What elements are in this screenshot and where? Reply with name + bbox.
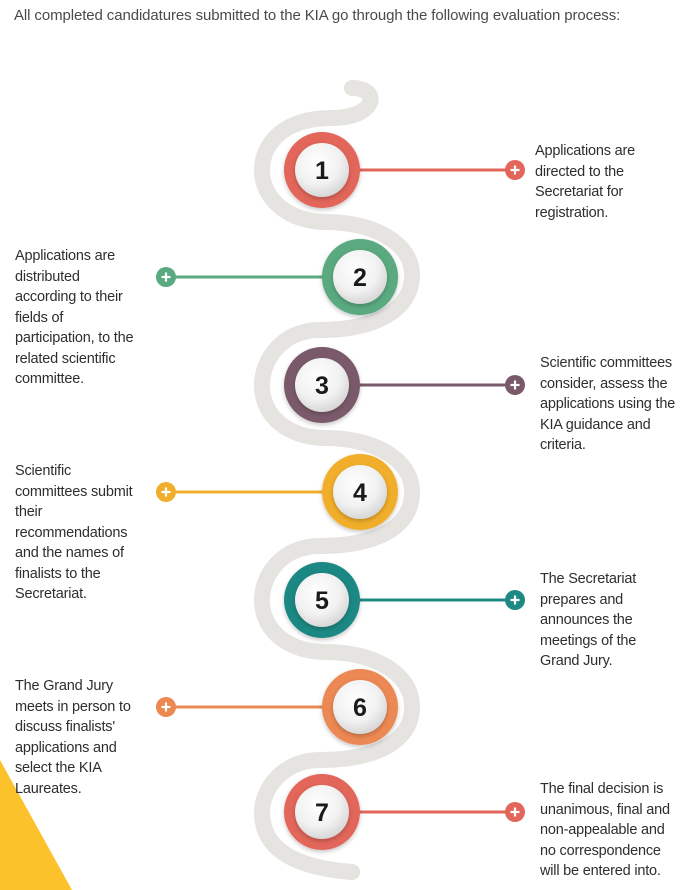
description-line: meets in person to [15, 698, 131, 715]
description-line: fields of [15, 309, 64, 326]
step-1-description [535, 141, 635, 223]
description-line: prepares and [540, 591, 624, 608]
description-line: according to their [15, 289, 123, 305]
description-line: select the KIA [15, 760, 102, 776]
description-line: KIA guidance and [540, 416, 651, 433]
plus-icon [505, 590, 525, 610]
step-number: 2 [353, 264, 367, 292]
description-line: Applications are [535, 143, 635, 159]
step-5 [284, 562, 525, 638]
description-line: registration. [535, 204, 609, 221]
step-2-description [15, 246, 133, 390]
description-line: announces the [540, 612, 633, 628]
description-line: recommendations [15, 524, 128, 541]
description-line: Secretariat. [15, 586, 87, 602]
step-number: 7 [315, 799, 329, 827]
step-6-description [15, 676, 131, 799]
description-line: applications and [15, 739, 117, 756]
description-line: finalists to the [15, 565, 101, 582]
step-1 [284, 132, 525, 208]
description-line: discuss finalists' [15, 719, 115, 735]
description-line: and the names of [15, 545, 124, 561]
step-7 [284, 774, 525, 850]
description-line: committees submit [15, 483, 133, 500]
description-line: their [15, 504, 43, 520]
description-line: applications using the [540, 396, 676, 412]
step-3 [284, 347, 525, 423]
description-line: non-appealable and [540, 822, 665, 838]
description-line: Scientific committees [540, 355, 672, 371]
description-line: consider, assess the [540, 375, 668, 392]
step-6 [156, 669, 398, 745]
description-line: criteria. [540, 437, 586, 453]
step-2 [156, 239, 398, 315]
step-4-description [15, 461, 132, 605]
description-line: Secretariat for [535, 184, 624, 200]
intro-text: All completed candidatures submitted to the KIA go through the following evaluation process: [14, 7, 621, 24]
description-line: The Secretariat [540, 571, 637, 587]
plus-icon [505, 802, 525, 822]
plus-icon [505, 160, 525, 180]
step-7-description [540, 779, 670, 882]
step-number: 5 [315, 587, 329, 615]
description-line: Scientific [15, 463, 72, 479]
plus-icon [156, 482, 176, 502]
step-number: 3 [315, 372, 329, 400]
description-line: Grand Jury. [540, 653, 613, 669]
description-line: meetings of the [540, 632, 637, 649]
step-number: 4 [353, 479, 367, 507]
description-line: related scientific [15, 350, 116, 367]
plus-icon [156, 697, 176, 717]
description-line: Applications are [15, 248, 115, 264]
plus-icon [156, 267, 176, 287]
description-line: The final decision is [540, 781, 664, 797]
description-line: The Grand Jury [15, 678, 113, 694]
step-number: 1 [315, 157, 329, 185]
step-3-description [540, 353, 675, 456]
description-line: no correspondence [540, 842, 661, 859]
description-line: will be entered into. [540, 863, 661, 879]
step-4 [156, 454, 398, 530]
step-number: 6 [353, 694, 367, 722]
plus-icon [505, 375, 525, 395]
description-line: distributed [15, 268, 80, 285]
description-line: directed to the [535, 163, 624, 180]
description-line: Laureates. [15, 780, 82, 797]
description-line: participation, to the [15, 330, 134, 346]
step-5-description [540, 569, 636, 672]
description-line: unanimous, final and [540, 801, 670, 818]
description-line: committee. [15, 371, 84, 387]
